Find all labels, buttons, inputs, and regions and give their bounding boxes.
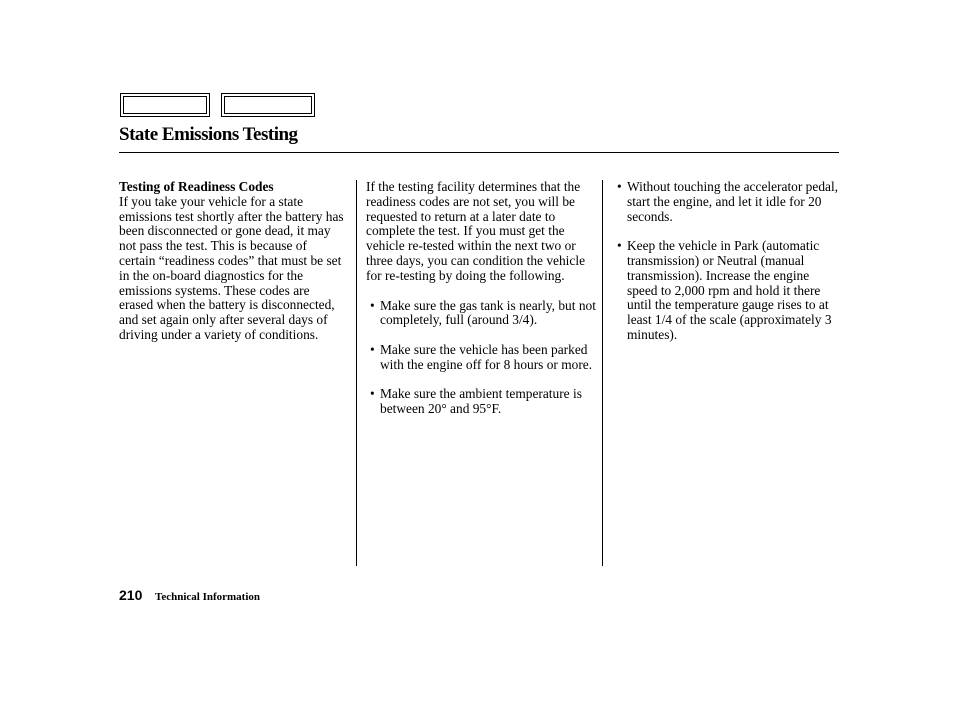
next-page-button[interactable] [221,93,315,117]
section-heading: Testing of Readiness Codes [119,179,274,194]
list-item: • Keep the vehicle in Park (automatic transmission) or Neutral (manual transmission). Increase the engine speed to 2,000 rpm and hold it there until the temperature gauge rises to at least 1/4 of the scale (approximately 3 minutes). [616,239,840,343]
column-divider [602,180,603,566]
page-number: 210 [119,587,143,603]
engine-steps-list [616,180,840,343]
list-item: • Without touching the accelerator pedal, start the engine, and let it idle for 20 seconds. [616,180,840,224]
conditioning-steps-list [366,299,596,417]
list-item: • Make sure the ambient temperature is between 20° and 95°F. [369,387,596,417]
page-title: State Emissions Testing [119,124,298,145]
column-readiness-codes [119,180,345,343]
section-name: Technical Information [155,591,261,603]
title-rule [119,152,839,153]
column-divider [356,180,357,566]
list-item: • Make sure the vehicle has been parked with the engine off for 8 hours or more. [369,343,596,373]
readiness-codes-paragraph: If you take your vehicle for a state emissions test shortly after the battery has been disconnected or gone dead, it may not pass the test. This is because of certain “readiness codes” that must be set in the on-board diagnostics for the emissions systems. These codes are erased when the battery is disconnected, and set again only after several days of driving under a variety of conditions. [119,193,344,342]
retesting-intro-paragraph: If the testing facility determines that the readiness codes are not set, you will be requested to return at a later date to complete the test. If you must get the vehicle re-tested within the next two or three days, you can condition the vehicle for re-testing by doing the following. [366,179,586,283]
previous-page-button[interactable] [120,93,210,117]
column-retesting [366,180,596,432]
column-engine-steps [616,180,840,358]
list-item: • Make sure the gas tank is nearly, but not completely, full (around 3/4). [369,299,596,329]
